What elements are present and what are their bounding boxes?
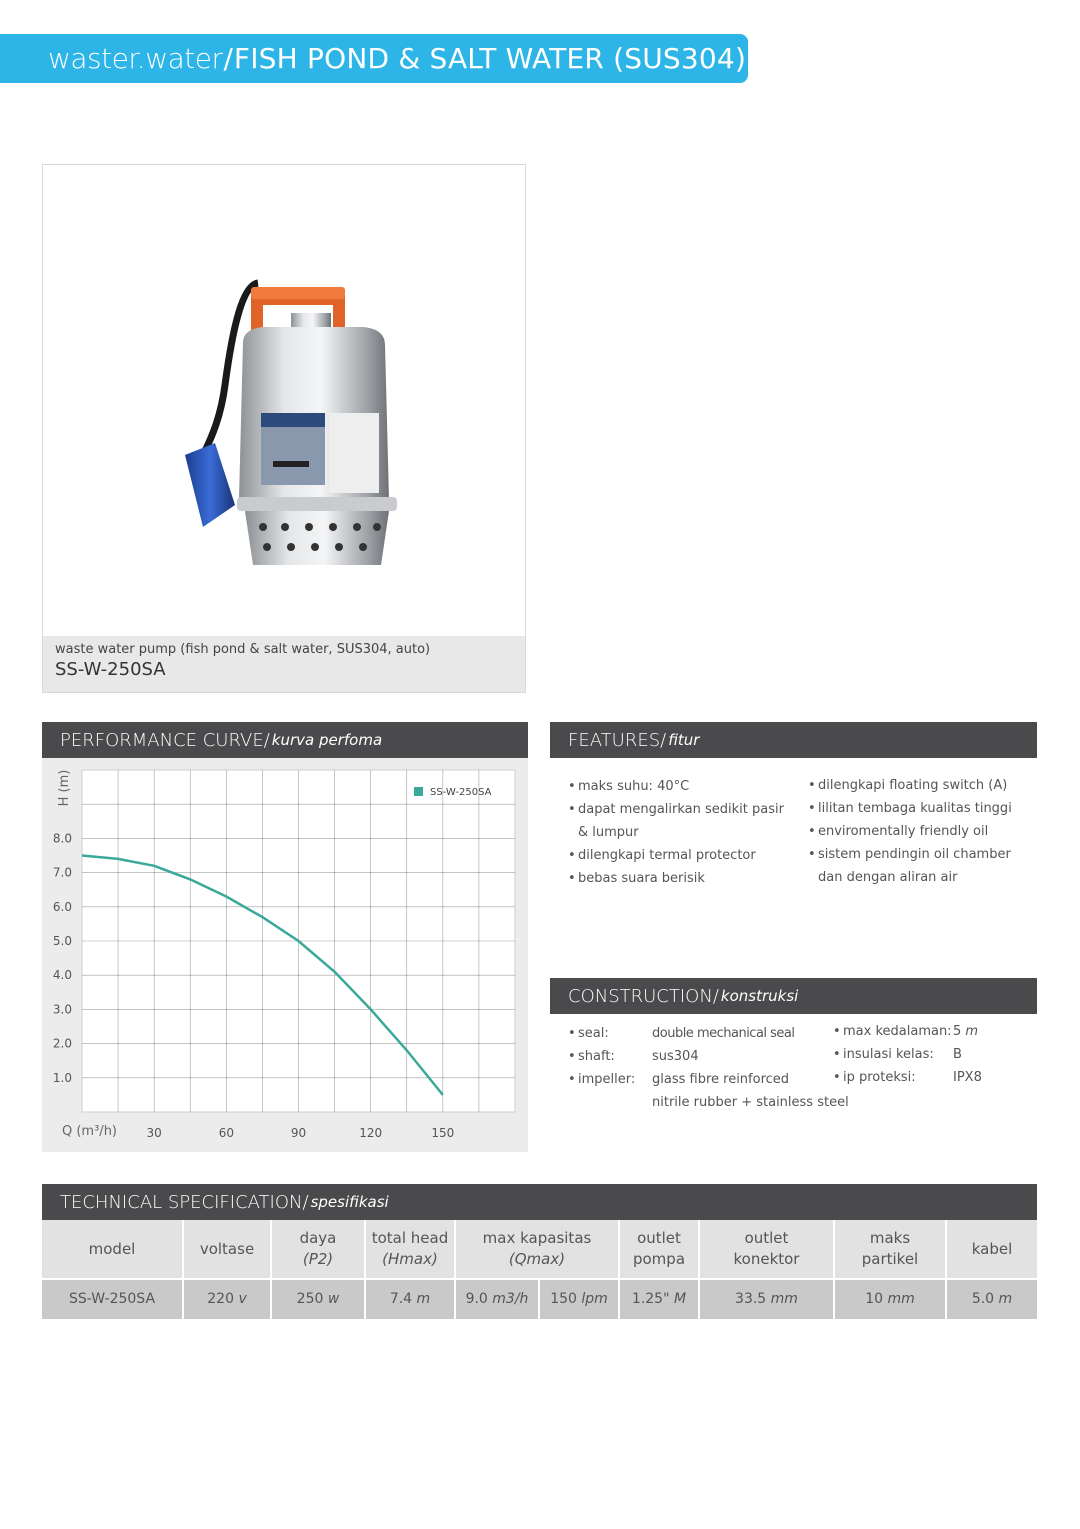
performance-slash: / [263,729,270,751]
spec-header-outlet-konektor: outlet konektor [700,1220,835,1278]
feature-item: • dilengkapi floating switch (A) [808,774,1012,797]
feature-item: • dilengkapi termal protector [568,844,784,867]
construction-value: glass fibre reinforced [652,1072,790,1087]
performance-section-header [42,722,528,758]
spec-header-kapasitas: max kapasitas (Qmax) [456,1220,620,1278]
x-tick-label: 60 [218,1126,234,1140]
construction-list-right [833,1020,982,1089]
technical-subtitle: spesifikasi [310,1193,389,1211]
performance-chart-panel [42,758,528,1152]
features-title: FEATURES [568,729,661,751]
y-tick-label: 7.0 [52,865,72,880]
feature-item: • sistem pendingin oil chamber [808,843,1012,866]
performance-subtitle: kurva perfoma [271,731,383,749]
spec-header-kabel: kabel [971,1239,1013,1258]
spec-cell-outlet-konektor: 33.5 mm [700,1280,835,1319]
construction-value: IPX8 [953,1070,982,1085]
feature-item: & lumpur [578,825,639,840]
header-banner [0,34,748,83]
construction-subtitle: konstruksi [720,987,799,1005]
y-tick-label: 2.0 [52,1036,72,1051]
y-tick-label: 3.0 [52,1002,72,1017]
y-tick-label: 6.0 [52,899,72,914]
technical-slash: / [302,1191,309,1213]
spec-header-row [42,1220,1037,1278]
spec-header-head: total head (Hmax) [366,1220,456,1278]
spec-header-model: model [42,1220,184,1278]
banner-slash: / [223,42,233,75]
features-slash: / [660,729,667,751]
y-tick-label: 8.0 [52,831,72,846]
construction-key: • insulasi kelas: [833,1043,953,1066]
feature-item: • enviromentally friendly oil [808,820,1012,843]
product-caption [43,636,525,692]
product-description: waste water pump (fish pond & salt water, SUS304, auto) [55,642,431,657]
x-tick-label: 150 [431,1126,455,1140]
spec-cell-voltase: 220 v [184,1280,272,1319]
features-list-right [808,774,1012,889]
feature-item: • lilitan tembaga kualitas tinggi [808,797,1012,820]
feature-item: • dapat mengalirkan sedikit pasir [568,798,784,821]
construction-value: double mechanical seal [652,1026,795,1041]
spec-cell-q-lpm: 150 lpm [540,1280,620,1319]
construction-key: • max kedalaman: [833,1020,953,1043]
spec-cell-kabel: 5.0 m [971,1291,1013,1307]
construction-section-header [550,978,1037,1014]
construction-list-left [568,1022,849,1114]
y-tick-label: 5.0 [52,934,72,948]
spec-cell-partikel: 10 mm [835,1280,947,1319]
construction-value: nitrile rubber + stainless steel [652,1095,849,1110]
construction-key [568,1091,652,1114]
construction-unit: m [965,1024,979,1039]
product-model: SS-W-250SA [55,659,166,680]
features-list-left [568,775,784,890]
performance-chart [42,758,528,1152]
legend-label: SS-W-250SA [430,787,492,798]
features-subtitle: fitur [668,731,700,749]
banner-prefix: waster.water [48,42,223,75]
banner-title: FISH POND & SALT WATER (SUS304) [233,42,747,75]
legend-swatch [414,787,423,796]
construction-key: • shaft: [568,1045,652,1068]
spec-cell-model: SS-W-250SA [42,1280,184,1319]
construction-key: • seal: [568,1022,652,1045]
construction-value: B [953,1047,962,1062]
performance-title: PERFORMANCE CURVE [60,729,264,751]
construction-value: 5 [953,1024,962,1039]
y-axis-label: H (m) [57,769,72,807]
y-tick-label: 1.0 [52,1070,72,1085]
technical-section-header [42,1184,1037,1220]
pump-photo [163,265,413,575]
x-tick-label: 90 [290,1126,307,1140]
feature-item: dan dengan aliran air [818,870,958,885]
x-tick-label: 30 [146,1126,162,1140]
spec-cell-q-m3: 9.0 m3/h [456,1280,540,1319]
x-tick-label: 120 [359,1126,383,1140]
spec-cell-outlet-pompa: 1.25" M [620,1280,700,1319]
construction-key: • ip proteksi: [833,1066,953,1089]
spec-header-outlet-pompa: outlet pompa [620,1220,700,1278]
spec-data-row [42,1280,1037,1319]
spec-header-voltase: voltase [184,1220,272,1278]
spec-cell-head: 7.4 m [366,1280,456,1319]
construction-value: sus304 [652,1049,699,1064]
features-section-header [550,722,1037,758]
x-axis-label: Q (m³/h) [62,1124,118,1139]
spec-header-daya: daya (P2) [272,1220,366,1278]
product-image-box [42,164,526,693]
construction-slash: / [712,985,719,1007]
spec-cell-daya: 250 w [272,1280,366,1319]
feature-item: • bebas suara berisik [568,867,784,890]
construction-title: CONSTRUCTION [568,985,713,1007]
construction-key: • impeller: [568,1068,652,1091]
technical-title: TECHNICAL SPECIFICATION [60,1191,303,1213]
feature-item: • maks suhu: 40°C [568,775,784,798]
spec-header-partikel: maks partikel [835,1220,947,1278]
y-tick-label: 4.0 [52,968,72,983]
